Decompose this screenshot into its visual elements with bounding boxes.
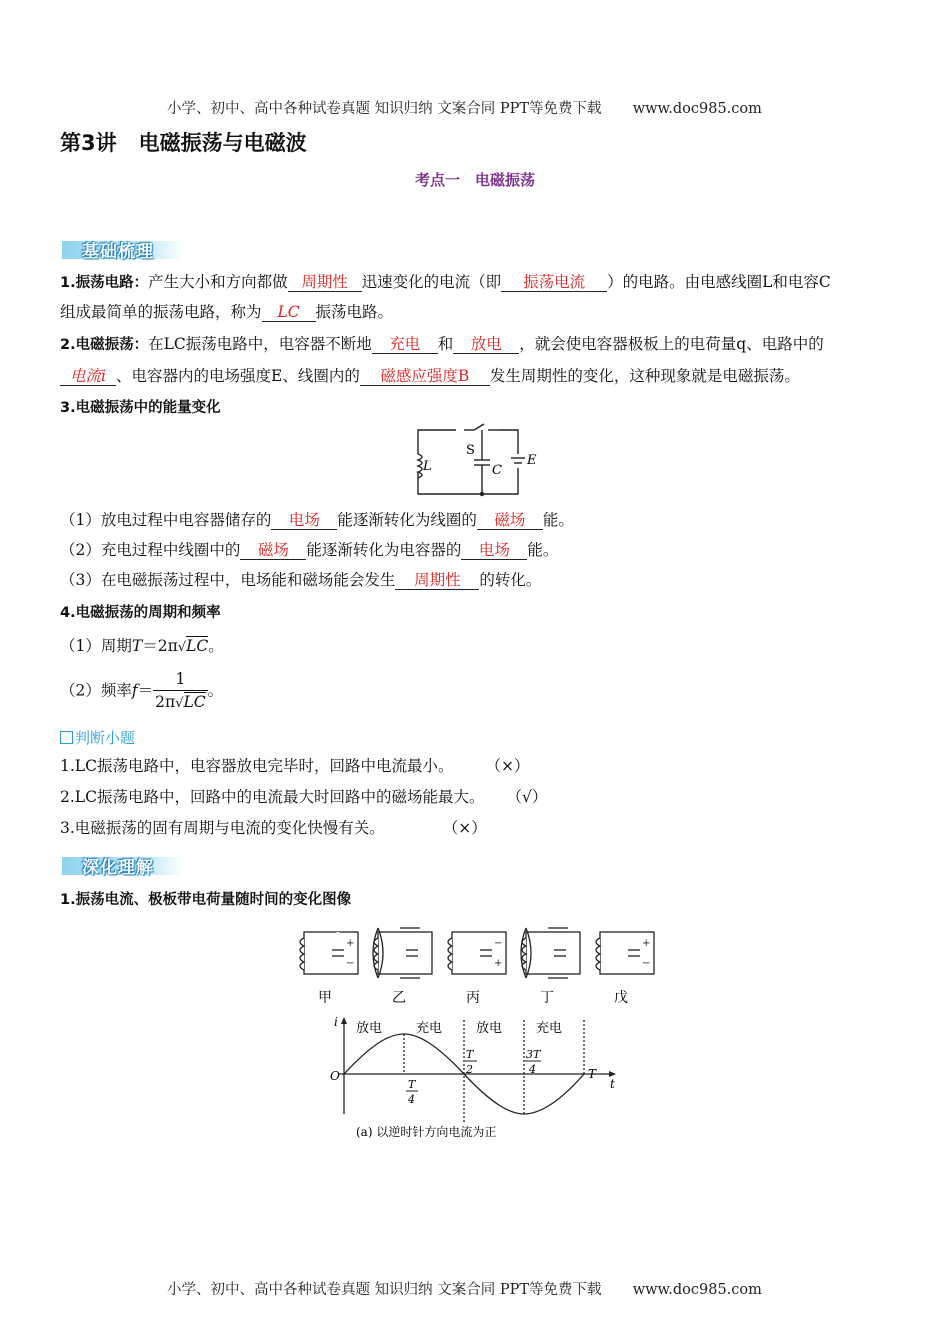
answer-blank: 放电 (453, 335, 519, 354)
oscillation-states-diagram (296, 924, 662, 1010)
text: 。 (207, 681, 224, 700)
text: 振荡电路。 (315, 303, 394, 321)
heading-oscillation-graph: 1.振荡电流、极板带电荷量随时间的变化图像 (60, 892, 352, 908)
text: 2.LC振荡电路中，回路中的电流最大时回路中的磁场能最大。 (60, 788, 485, 806)
answer-blank: 周期性 (288, 273, 362, 292)
svg-text:+: + (494, 958, 503, 969)
text: （3）在电磁振荡过程中，电场能和磁场能会发生 (60, 571, 396, 589)
text: 。 (208, 637, 224, 655)
phase-label: 充电 (416, 1021, 443, 1036)
answer-blank: 磁场 (477, 511, 543, 530)
frequency-formula (60, 668, 223, 715)
checkbox-icon (60, 731, 73, 744)
judge-mark: （×） (485, 757, 530, 775)
svg-text:−: − (494, 938, 503, 949)
phase-label: 放电 (476, 1021, 503, 1036)
denominator-prefix: 2π (155, 693, 176, 711)
answer-blank: 周期性 (395, 571, 479, 590)
energy-line-2 (60, 540, 558, 560)
radicand: LC (186, 637, 209, 655)
text: 能逐渐转化为线圈的 (337, 511, 477, 529)
footer-url[interactable]: www.doc985.com (632, 1282, 762, 1298)
var-T: T (131, 637, 143, 655)
y-axis-label: i (334, 1015, 338, 1029)
svg-text:−: − (346, 958, 355, 969)
state-ding: 丁 (540, 990, 554, 1006)
header-text: 小学、初中、高中各种试卷真题 知识归纳 文案合同 PPT等免费下载 (167, 101, 602, 117)
text: 、电容器内的电场强度E、线圈内的 (116, 367, 360, 385)
answer-blank: 磁感应强度B (360, 367, 490, 386)
phase-label: 充电 (536, 1021, 563, 1036)
text: 能。 (542, 511, 574, 529)
para-em-oscillation-2 (60, 366, 800, 386)
lesson-name: 电磁振荡与电磁波 (138, 131, 307, 155)
end-tick-label: T (588, 1067, 597, 1081)
tick-label-den: 2 (466, 1063, 473, 1076)
judge-item-2 (60, 787, 547, 807)
tick-label-num: T (408, 1078, 416, 1091)
state-jia: 甲 (318, 990, 332, 1006)
answer-blank: 振荡电流 (501, 273, 607, 292)
state-wu: 戊 (614, 990, 628, 1006)
para-oscillation-circuit-2 (60, 302, 393, 322)
text: 的转化。 (479, 571, 542, 589)
section-badge-basic (62, 238, 184, 262)
tick-label-num: T (466, 1048, 474, 1061)
header-url[interactable]: www.doc985.com (632, 101, 762, 117)
badge-label: 基础梳理 (82, 242, 154, 262)
svg-text:−: − (642, 958, 651, 969)
tick-label-den: 4 (408, 1093, 415, 1106)
answer-blank: LC (262, 303, 316, 322)
answer-blank: 电场 (461, 541, 527, 560)
text: 能逐渐转化为电容器的 (306, 541, 462, 559)
svg-text:+: + (346, 938, 355, 949)
judge-heading (60, 727, 135, 748)
text: 在LC振荡电路中，电容器不断地 (148, 335, 372, 353)
label-L: L (423, 459, 432, 474)
text: 产生大小和方向都做 (148, 273, 288, 291)
origin-label: O (330, 1069, 340, 1083)
phase-label: 放电 (356, 1021, 383, 1036)
lc-circuit-diagram (404, 424, 537, 498)
text: （2）频率 (60, 681, 132, 700)
text: （1）周期 (60, 637, 132, 655)
heading-period-frequency: 4.电磁振荡的周期和频率 (60, 605, 221, 621)
text: ＝ (137, 681, 154, 700)
judge-item-1 (60, 756, 529, 776)
answer-blank: 电场 (271, 511, 337, 530)
lesson-number: 第3讲 (60, 131, 117, 155)
judge-mark: （√） (506, 788, 548, 806)
judge-mark: （×） (442, 819, 487, 837)
badge-label: 深化理解 (82, 858, 154, 878)
text: 能。 (527, 541, 559, 559)
para-oscillation-circuit-1 (60, 272, 831, 293)
topic-heading: 考点一 电磁振荡 (414, 171, 535, 189)
graph-caption: (a) 以逆时针方向电流为正 (356, 1125, 497, 1139)
state-bing: 丙 (466, 990, 480, 1006)
text: 组成最简单的振荡电路，称为 (60, 303, 262, 321)
text: 发生周期性的变化，这种现象就是电磁振荡。 (489, 367, 800, 385)
answer-blank: 电流i (60, 367, 116, 386)
page-footer (167, 1278, 762, 1299)
text: ，就会使电容器极板上的电荷量q、电路中的 (519, 335, 824, 353)
answer-blank: 磁场 (240, 541, 306, 560)
fraction: $\frac{1}{2\pi√LC}$ (155, 670, 206, 711)
section-badge-deep (62, 854, 184, 878)
period-formula: （1）周期T＝2π√LC。 (60, 637, 224, 655)
text: （1）放电过程中电容器储存的 (60, 511, 272, 529)
numerator: 1 (153, 668, 208, 691)
svg-text:+: + (642, 938, 651, 949)
judge-item-3 (60, 818, 487, 838)
text: ）的电路。由电感线圈L和电容C (607, 273, 831, 291)
text: 3.电磁振荡的固有周期与电流的变化快慢有关。 (60, 819, 385, 837)
label-C: C (492, 463, 502, 478)
judge-title: 判断小题 (75, 729, 136, 747)
x-axis-label: t (610, 1077, 615, 1091)
lesson-title (60, 127, 329, 157)
radicand: LC (183, 693, 206, 711)
label-S: S (466, 443, 475, 458)
footer-text: 小学、初中、高中各种试卷真题 知识归纳 文案合同 PPT等免费下载 (167, 1282, 602, 1298)
page-header (167, 97, 762, 118)
para-em-oscillation-1 (60, 334, 824, 355)
current-time-graph (326, 1014, 626, 1144)
energy-line-1 (60, 510, 574, 530)
term-label: 1.振荡电路： (60, 275, 149, 291)
tick-label-num: 3T (526, 1048, 541, 1061)
energy-line-3 (60, 570, 541, 590)
text: ＝2π (142, 637, 178, 655)
answer-blank: 充电 (372, 335, 438, 354)
text: 和 (437, 335, 454, 353)
term-label: 2.电磁振荡： (60, 337, 149, 353)
text: 迅速变化的电流（即 (361, 273, 502, 291)
label-E: E (527, 453, 537, 468)
state-yi: 乙 (392, 990, 406, 1006)
heading-energy-change: 3.电磁振荡中的能量变化 (60, 400, 221, 416)
tick-label-den: 4 (529, 1063, 536, 1076)
var-f: f (131, 681, 138, 700)
text: 1.LC振荡电路中，电容器放电完毕时，回路中电流最小。 (60, 757, 454, 775)
text: （2）充电过程中线圈中的 (60, 541, 241, 559)
